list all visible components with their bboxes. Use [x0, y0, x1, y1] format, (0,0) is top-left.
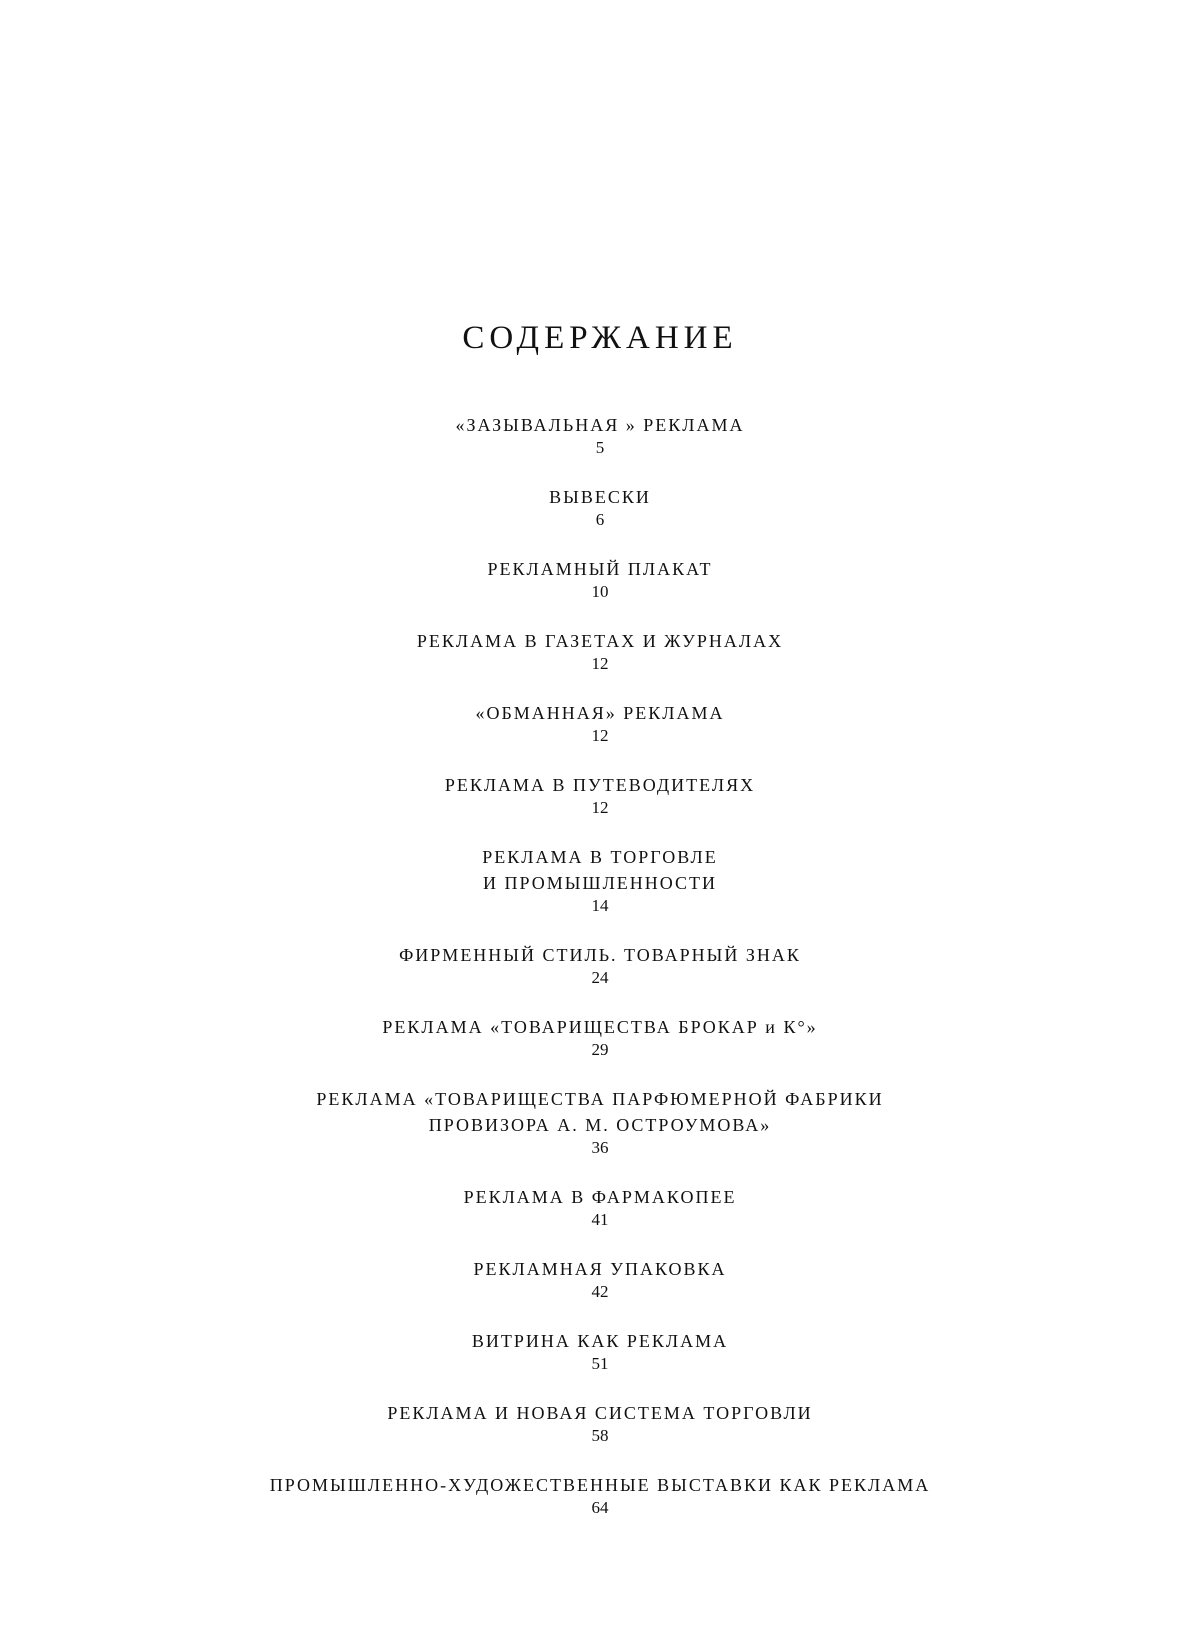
- toc-entry: [0, 1472, 1200, 1518]
- toc-entry-page-number: 12: [591, 654, 609, 673]
- toc-entry-page-number: 58: [591, 1426, 609, 1445]
- toc-entry-title: И ПРОМЫШЛЕННОСТИ: [482, 873, 717, 893]
- toc-entry: [0, 1256, 1200, 1302]
- page-title: СОДЕРЖАНИЕ: [462, 320, 738, 356]
- toc-entry-title: «ЗАЗЫВАЛЬНАЯ » РЕКЛАМА: [455, 415, 745, 435]
- toc-entry: [0, 772, 1200, 818]
- toc-entry: [0, 1014, 1200, 1060]
- toc-entry-title: «ОБМАННАЯ» РЕКЛАМА: [475, 703, 725, 723]
- toc-entry-page-number: 12: [591, 798, 609, 817]
- toc-entry-page-number: 24: [591, 968, 609, 987]
- toc-entry: [0, 700, 1200, 746]
- toc-entry: [0, 628, 1200, 674]
- toc-entry: [0, 484, 1200, 530]
- toc-entry-page-number: 41: [591, 1210, 609, 1229]
- toc-entry-title: РЕКЛАМНЫЙ ПЛАКАТ: [487, 559, 713, 579]
- toc-entry-title: ПРОМЫШЛЕННО-ХУДОЖЕСТВЕННЫЕ ВЫСТАВКИ КАК РЕКЛАМА: [269, 1475, 931, 1495]
- toc-entry-title: ВИТРИНА КАК РЕКЛАМА: [471, 1331, 729, 1351]
- toc-entry-title: РЕКЛАМА В ФАРМАКОПЕЕ: [463, 1187, 737, 1207]
- toc-entry: [0, 556, 1200, 602]
- toc-entry-page-number: 64: [591, 1498, 609, 1517]
- toc-entry-title: ПРОВИЗОРА А. М. ОСТРОУМОВА»: [428, 1115, 772, 1135]
- toc-list: [0, 412, 1200, 1518]
- toc-entry-title: РЕКЛАМА «ТОВАРИЩЕСТВА ПАРФЮМЕРНОЙ ФАБРИКИ: [316, 1089, 884, 1109]
- toc-entry-title: РЕКЛАМА В ТОРГОВЛЕ: [482, 847, 718, 867]
- toc-entry-title: РЕКЛАМА В ГАЗЕТАХ И ЖУРНАЛАХ: [416, 631, 784, 651]
- toc-entry: [0, 1400, 1200, 1446]
- toc-entry-title: РЕКЛАМА «ТОВАРИЩЕСТВА БРОКАР и К°»: [382, 1017, 818, 1037]
- toc-entry-page-number: 36: [591, 1138, 609, 1157]
- toc-entry-title: РЕКЛАМА В ПУТЕВОДИТЕЛЯХ: [444, 775, 756, 795]
- toc-entry-page-number: 42: [591, 1282, 609, 1301]
- toc-entry-page-number: 10: [591, 582, 609, 601]
- toc-entry-page-number: 14: [591, 896, 609, 915]
- toc-entry-page-number: 29: [591, 1040, 609, 1059]
- toc-entry: [0, 1184, 1200, 1230]
- toc-entry-title: ФИРМЕННЫЙ СТИЛЬ. ТОВАРНЫЙ ЗНАК: [399, 945, 801, 965]
- toc-entry: [0, 942, 1200, 988]
- toc-entry: [0, 1328, 1200, 1374]
- toc-entry: [0, 412, 1200, 458]
- toc-entry: [0, 1086, 1200, 1158]
- toc-entry-page-number: 51: [591, 1354, 609, 1373]
- toc-entry: [0, 844, 1200, 916]
- toc-entry-page-number: 5: [595, 438, 605, 457]
- toc-entry-title: РЕКЛАМА И НОВАЯ СИСТЕМА ТОРГОВЛИ: [387, 1403, 813, 1423]
- toc-entry-page-number: 12: [591, 726, 609, 745]
- toc-entry-page-number: 6: [595, 510, 605, 529]
- toc-entry-title: РЕКЛАМНАЯ УПАКОВКА: [473, 1259, 727, 1279]
- toc-entry-title: ВЫВЕСКИ: [549, 487, 651, 507]
